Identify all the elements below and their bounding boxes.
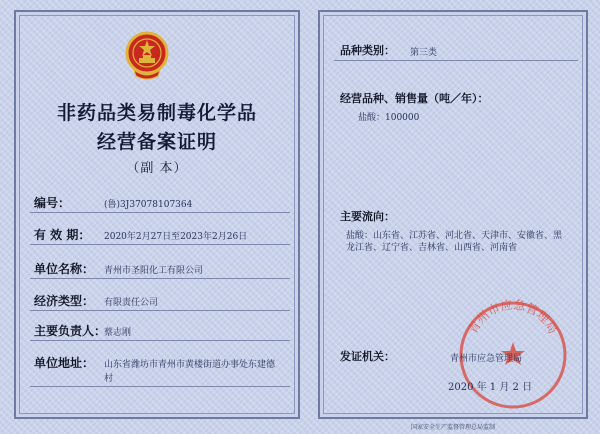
flow-label: 主要流向： <box>340 210 395 223</box>
field-label-principal: 主要负责人： <box>34 324 107 338</box>
issue-date: 2020 年 1 月 2 日 <box>448 382 533 393</box>
category-label: 品种类别： <box>340 44 395 57</box>
divider <box>30 386 290 387</box>
field-label-validity: 有 效 期： <box>34 228 91 242</box>
field-value-principal: 蔡志刚 <box>104 328 132 338</box>
issuer-value: 青州市应急管理局 <box>450 354 523 364</box>
field-label-address: 单位地址： <box>34 356 95 370</box>
certificate-title-line2: 经营备案证明 <box>96 131 217 153</box>
issuer-label: 发证机关： <box>340 350 395 363</box>
divider <box>30 278 290 279</box>
field-label-economic-type: 经济类型： <box>34 294 95 308</box>
field-value-number: (鲁)3J37078107364 <box>104 200 193 210</box>
divider <box>30 310 290 311</box>
copy-label: （副 本） <box>126 161 188 176</box>
field-value-economic-type: 有限责任公司 <box>104 298 159 308</box>
flow-line1: 盐酸：山东省、江苏省、河北省、天津市、安徽省、黑 <box>346 231 563 241</box>
certificate-title-line1: 非药品类易制毒化学品 <box>56 102 257 124</box>
field-value-address-cont: 村 <box>104 374 114 384</box>
sales-value: 盐酸：100000 <box>358 113 420 123</box>
divider <box>30 212 290 213</box>
field-label-company: 单位名称： <box>34 262 95 276</box>
svg-text:青州市应急管理局: 青州市应急管理局 <box>465 297 561 337</box>
field-value-company: 青州市圣阳化工有限公司 <box>104 266 204 276</box>
divider <box>30 340 290 341</box>
flow-line2: 龙江省、辽宁省、吉林省、山西省、河南省 <box>346 243 518 253</box>
field-value-address: 山东省潍坊市青州市黄楼街道办事处东建德 <box>104 360 276 370</box>
footer-supervisor: 国家安全生产监督管理总局监制 <box>410 424 495 431</box>
divider <box>334 60 578 61</box>
divider <box>30 244 290 245</box>
national-emblem-icon <box>124 30 170 80</box>
category-value: 第三类 <box>410 48 438 58</box>
field-value-validity: 2020年2月27日至2023年2月26日 <box>104 232 248 242</box>
field-label-number: 编号： <box>34 196 71 210</box>
sales-label: 经营品种、销售量（吨／年）： <box>340 92 489 105</box>
